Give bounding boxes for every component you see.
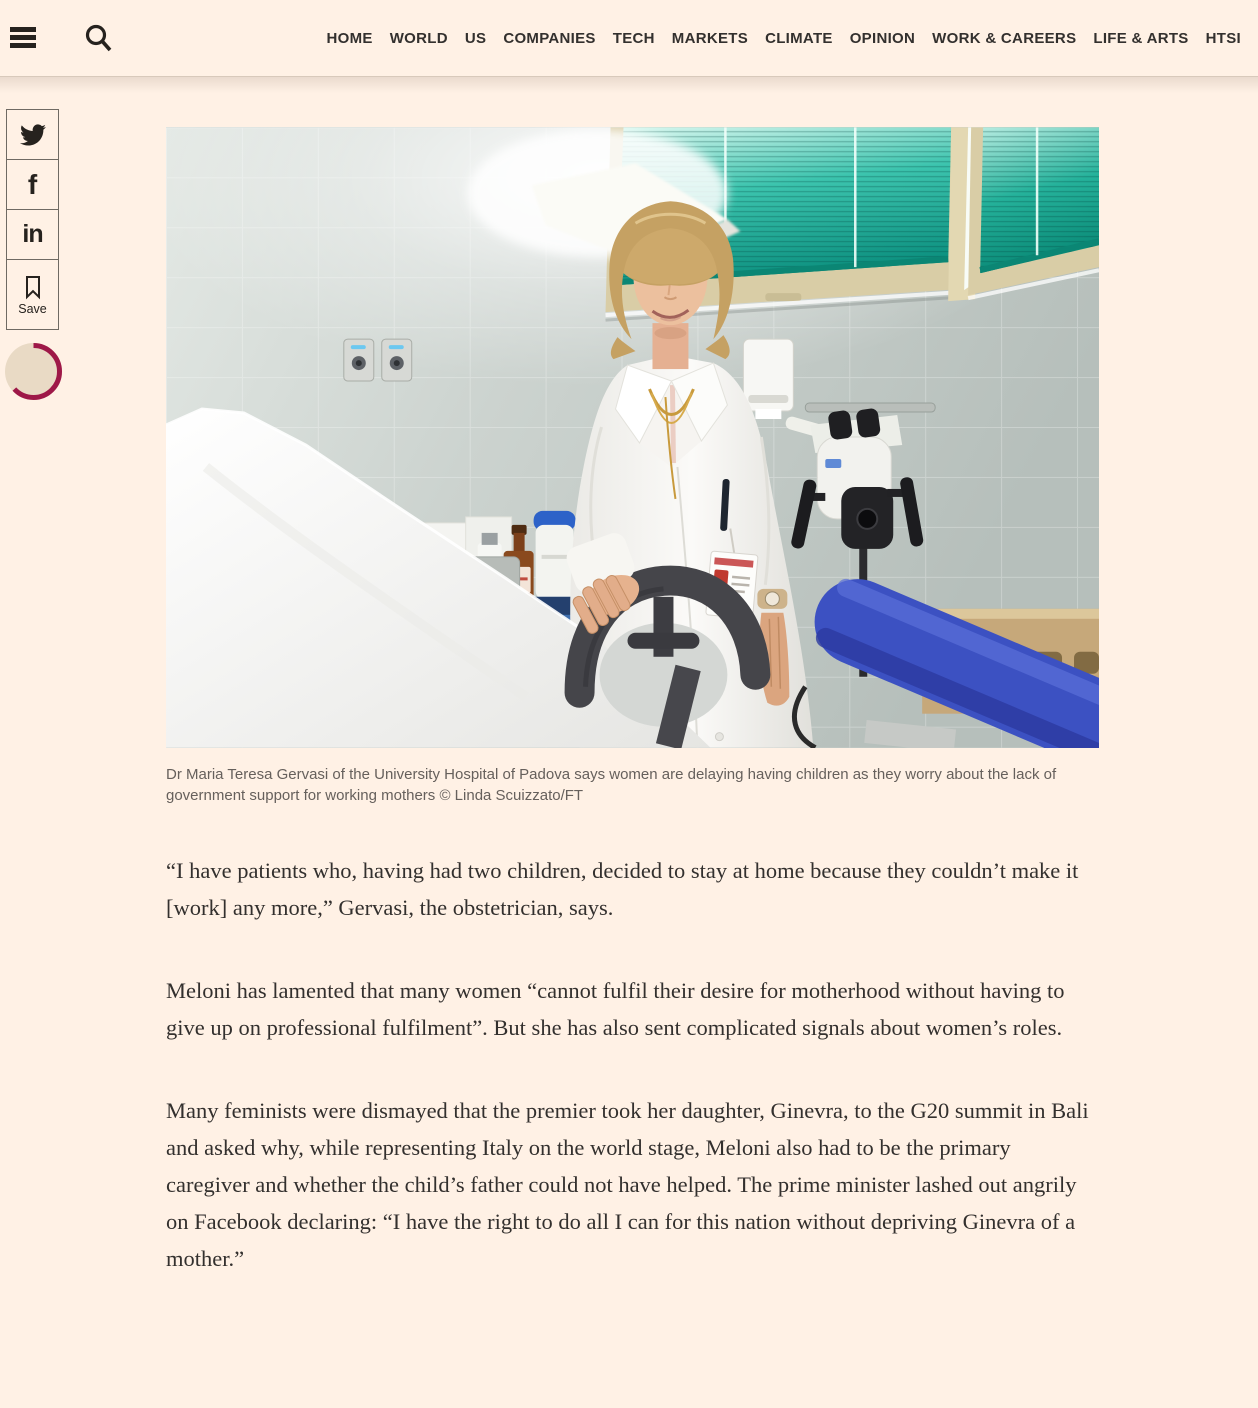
primary-nav-list	[327, 30, 1258, 47]
nav-item-htsi[interactable]: HTSI	[1205, 29, 1241, 47]
towel-dispenser	[743, 339, 793, 419]
nav-item-climate[interactable]: CLIMATE	[765, 29, 833, 47]
article-paragraph: “I have patients who, having had two children, decided to stay at home because they couldn’t make it [work] any more,” Gervasi, the obstetrician, says.	[166, 858, 1079, 920]
nav-item-us[interactable]: US	[464, 29, 487, 47]
save-button-label: Save	[18, 301, 47, 316]
linkedin-share-button[interactable]	[6, 209, 59, 260]
article-paragraph: Meloni has lamented that many women “cannot fulfil their desire for motherhood without having to give up on professional fulfilment”. But she has also sent complicated signals about women’s roles.	[166, 978, 1065, 1040]
facebook-icon: f	[27, 168, 38, 200]
nav-item-life-arts[interactable]: LIFE & ARTS	[1093, 29, 1189, 47]
article-body	[166, 127, 1099, 1277]
nav-item-markets[interactable]: MARKETS	[671, 29, 749, 47]
linkedin-icon: in	[22, 220, 43, 248]
nav-item-companies[interactable]: COMPANIES	[503, 29, 596, 47]
nav-bottom-shadow	[0, 77, 1258, 93]
article-figure	[166, 127, 1099, 806]
save-button[interactable]	[6, 259, 59, 330]
nav-item-tech[interactable]: TECH	[612, 29, 655, 47]
facebook-share-button[interactable]	[6, 159, 59, 210]
image-caption: Dr Maria Teresa Gervasi of the University Hospital of Padova says women are delaying having children as they worry about the lack of government support for working mothers © Linda Scuizzato/FT	[166, 766, 1057, 804]
nav-item-home[interactable]: HOME	[326, 29, 373, 47]
nav-item-world[interactable]: WORLD	[389, 29, 448, 47]
share-rail	[6, 110, 59, 330]
menu-icon[interactable]	[10, 27, 36, 48]
nav-item-work-careers[interactable]: WORK & CAREERS	[932, 29, 1077, 47]
bookmark-icon	[22, 274, 44, 300]
twitter-share-button[interactable]	[6, 109, 59, 160]
search-icon[interactable]	[82, 22, 114, 59]
nav-item-opinion[interactable]: OPINION	[849, 29, 916, 47]
article-paragraph: Many feminists were dismayed that the premier took her daughter, Ginevra, to the G20 summit in Bali and asked why, while representing Italy on the world stage, Meloni also had to be the primary caregiver and whether the child’s father could not have helped. The prime minister lashed out angrily on Facebook declaring: “I have the right to do all I can for this nation without depriving Ginevra of a mother.”	[166, 1098, 1089, 1271]
top-navigation-bar	[0, 0, 1258, 77]
reading-progress-indicator[interactable]	[4, 342, 63, 401]
article-image	[166, 127, 1099, 748]
twitter-icon	[20, 122, 46, 148]
